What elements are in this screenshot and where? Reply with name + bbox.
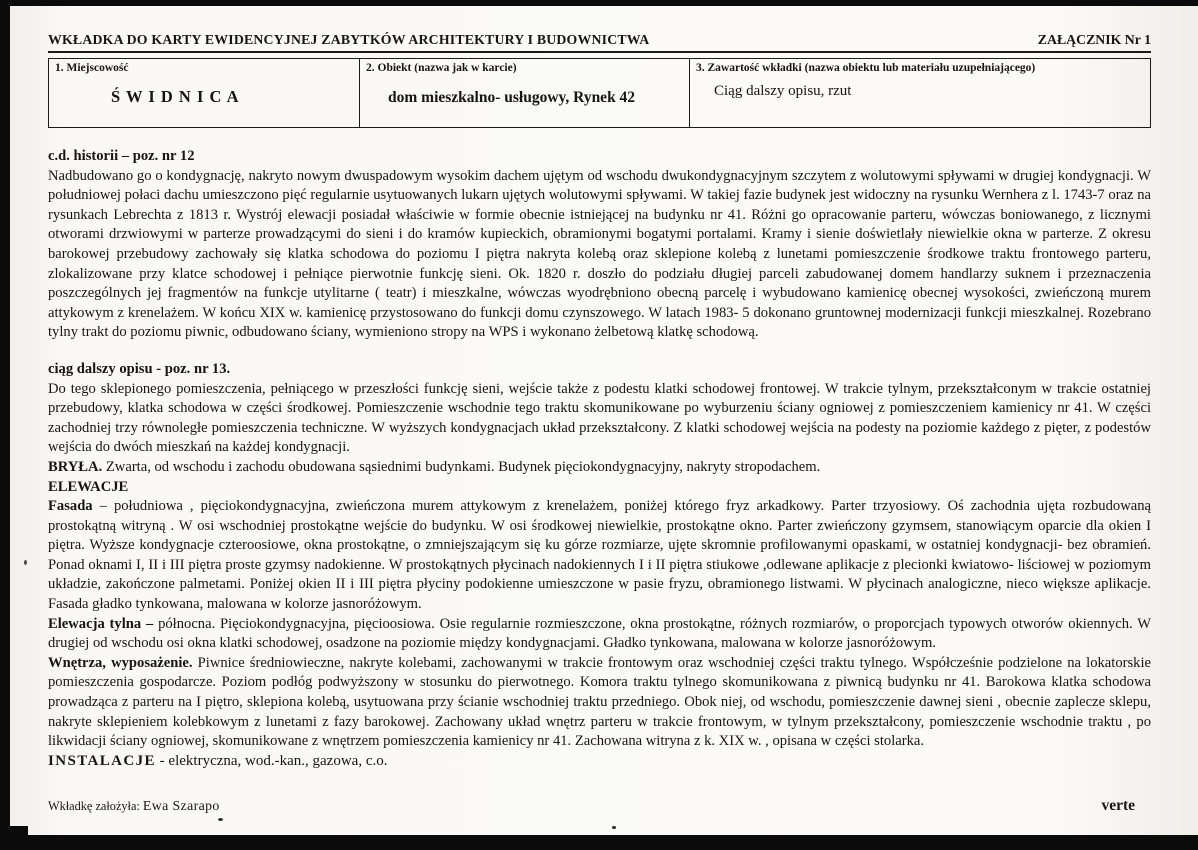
field-label-miejscowosc: 1. Miejscowość (55, 62, 129, 74)
document-body (48, 147, 1151, 771)
paragraph-historia: Nadbudowano go o kondygnację, nakryto nowym dwuspadowym wysokim dachem ujętym od wschodu dwukondygnacyjnym szczytem z wolutowymi spływami w drugiej kondygnacji. W południowej połaci dachu umieszczono pięć regularnie usytuowanych lukarn ujętych wolutowymi spływami. W takiej fazie budynek jest widoczny na rysunku Wernhera z l. 1743-7 oraz na rysunkach Lebrechta z 1813 r. Wystrój elewacji posiadał właściwie w formie obecnie istniejącej na budynku nr 41. Różni go opracowanie parteru, wówczas boniowanego, z licznymi otworami drzwiowymi w parterze prowadzącymi do sieni i do kramów kupieckich, obramionymi bogatymi portalami. Kramy i sienie doświetlały niewielkie okna w parterze. Z okresu barokowej przebudowy zachowały się klatka schodowa do poziomu I piętra nakryta kolebą oraz sklepione kolebą z lunetami pomieszczenie środkowe traktu frontowego parteru, zlokalizowane przy klatce schodowej i pełniące pierwotnie funkcję sieni. Ok. 1820 r. doszło do podziału długiej parceli zabudowanej domem handlarzy suknem i przeznaczenia poszczególnych jej fragmentów na funkcje utylitarne ( teatr) i mieszkalne, wówczas wyodrębniono obecną parcelę i wybudowano kamienicę obecnej wysokości, zwieńczoną murem attykowym z krenelażem. W końcu XIX w. kamienicę przystosowano do funkcji domu czynszowego. W latach 1983- 5 dokonano gruntownej modernizacji funkcji mieszkalnej. Rozebrano tylny trakt do poziomu piwnic, odbudowano ściany, wymieniono stropy na WPS i wykonano żelbetową klatkę schodową. (48, 167, 1151, 341)
document-header (48, 32, 1151, 53)
paragraph-instalacje (48, 752, 1151, 772)
bryla-text: Zwarta, od wschodu i zachodu obudowana sąsiednimi budynkami. Budynek pięciokondygnacyjny, nakryty stropodachem. (102, 458, 821, 475)
attachment-number: ZAŁĄCZNIK Nr 1 (1037, 32, 1151, 47)
section-spacer (48, 343, 1151, 360)
elewacja-tylna-text: północna. Pięciokondygnacyjna, pięcioosiowa. Osie regularnie rozmieszczone, okna prostokątne, różnych rozmiarów, o proporcjach typowych otworów okiennych. W drugiej od wschodu osi okna klatki schodowej, osadzone na poziomie między kondygnacjami. Gładko tynkowana, malowana w kolorze jasnoróżowym. (48, 615, 1151, 652)
scan-speck (612, 826, 616, 829)
cell-obiekt (360, 59, 690, 127)
fasada-label: Fasada (48, 498, 93, 515)
section-heading-historia: c.d. historii – poz. nr 12 (48, 148, 195, 164)
cell-zawartosc-wkladki (690, 59, 1150, 127)
bryla-label: BRYŁA. (48, 458, 103, 475)
field-value-miejscowosc: Ś W I D N I C A (111, 87, 240, 106)
section-heading-elewacje: ELEWACJE (48, 478, 129, 495)
header-table (48, 58, 1151, 128)
wnetrza-label: Wnętrza, wyposażenie. (48, 654, 193, 671)
field-label-zawartosc: 3. Zawartość wkładki (nazwa obiektu lub materiału uzupełniającego) (696, 62, 1036, 74)
field-value-zawartosc: Ciąg dalszy opisu, rzut (714, 83, 852, 99)
elewacja-tylna-label: Elewacja tylna – (48, 615, 154, 632)
document-card (10, 6, 1198, 835)
author-label: Wkładkę założyła: (48, 799, 140, 813)
field-value-obiekt: dom mieszkalno- usługowy, Rynek 42 (388, 89, 636, 106)
paragraph-fasada (48, 497, 1151, 615)
scan-speck (24, 560, 27, 565)
paragraph-opis: Do tego sklepionego pomieszczenia, pełniącego w przeszłości funkcję sieni, wejście także z podestu klatki schodowej frontowej. W trakcie tylnym, przekształconym w trakcie ostatniej przebudowy, klatka schodowa w części środkowej. Pomieszczenie wschodnie tego traktu skomunikowane po wyburzeniu ściany ogniowej z pomieszczeniem kamienicy nr 41. W części zachodniej trzy równoległe pomieszczenia techniczne. W wyższych kondygnacjach układ przekształcony. Z klatki schodowej wejścia na podesty na poziomie każdego z pięter, z podestów wejścia do dwóch mieszkań na każdej kondygnacji. (48, 380, 1151, 456)
cell-miejscowosc (49, 59, 360, 127)
author-line (48, 798, 220, 814)
instalacje-label: INSTALACJE (48, 752, 156, 769)
verte-note: verte (1101, 797, 1135, 814)
wnetrza-text: Piwnice średniowieczne, nakryte kolebami, zachowanymi w trakcie frontowym oraz wschodniej części traktu tylnego. Współcześnie podzielone na lokatorskie pomieszczenia gospodarcze. Poziom podłóg podwyższony w stosunku do pierwotnego. Komora traktu tylnego skomunikowana z piwnicą budynku nr 41. Barokowa klatka schodowa prowadząca z parteru na I piętro, sklepiona kolebą, usytuowana przy ścianie wschodniej traktu przedniego. Obok niej, od wschodu, pomieszczenie dawnej sieni , obecnie zaplecze sklepu, nakryte sklepieniem kolebkowym z lunetami z fazy barokowej. Zachowany układ wnętrz parteru w trakcie frontowym, w tylnym przekształcony, pomieszczenie wschodnie traktu , po likwidacji ściany ogniowej, skomunikowane z wnętrzem pomieszczenia kamienicy nr 41. Zachowana witryna z k. XIX w. , opisana w części stolarka. (48, 654, 1151, 750)
section-heading-opis: ciąg dalszy opisu - poz. nr 13. (48, 360, 231, 377)
paragraph-wnetrza (48, 654, 1151, 752)
instalacje-text: - elektryczna, wod.-kan., gazowa, c.o. (155, 752, 388, 769)
paragraph-elewacja-tylna (48, 615, 1151, 654)
author-name: Ewa Szarapo (142, 798, 220, 813)
paragraph-bryla (48, 458, 1151, 478)
document-title: WKŁADKA DO KARTY EWIDENCYJNEJ ZABYTKÓW ARCHITEKTURY I BUDOWNICTWA (48, 32, 650, 47)
scan-speck (218, 818, 223, 821)
field-label-obiekt: 2. Obiekt (nazwa jak w karcie) (366, 62, 517, 74)
fasada-text: – południowa , pięciokondygnacyjna, zwieńczona murem attykowym z krenelażem, poniżej którego fryz arkadkowy. Parter trzyosiowy. Oś zachodnia ujęta rozbudowaną prostokątną witryną . W osi wschodniej prostokątne wejście do budynku. W osi środkowej niewielkie, prostokątne okno. Parter zwieńczony gzymsem, stanowiącym oparcie dla okien I piętra. Wyższe kondygnacje czteroosiowe, okna prostokątne, o zmniejszającym się ku górze rozmiarze, ujęte skromnie profilowanymi opaskami, w ostatniej kondygnacji- bez obramień. Ponad oknami I, II i III piętra proste gzymsy nadokienne. W prostokątnych płycinach nadokiennych I i II piętra stiukowe ,odlewane aplikacje z plecionki kwiatowo- liściowej w poziomym układzie, zakończone palmetami. Poniżej okien II i III piętra płyciny podokienne umieszczone w pasie fryzu, obramionego listwami. W płycinach analogiczne, nieco większe aplikacje. Fasada gładko tynkowana, malowana w kolorze jasnoróżowym. (48, 498, 1151, 613)
scan-corner-artifact (0, 826, 28, 850)
document-footer (48, 797, 1151, 815)
